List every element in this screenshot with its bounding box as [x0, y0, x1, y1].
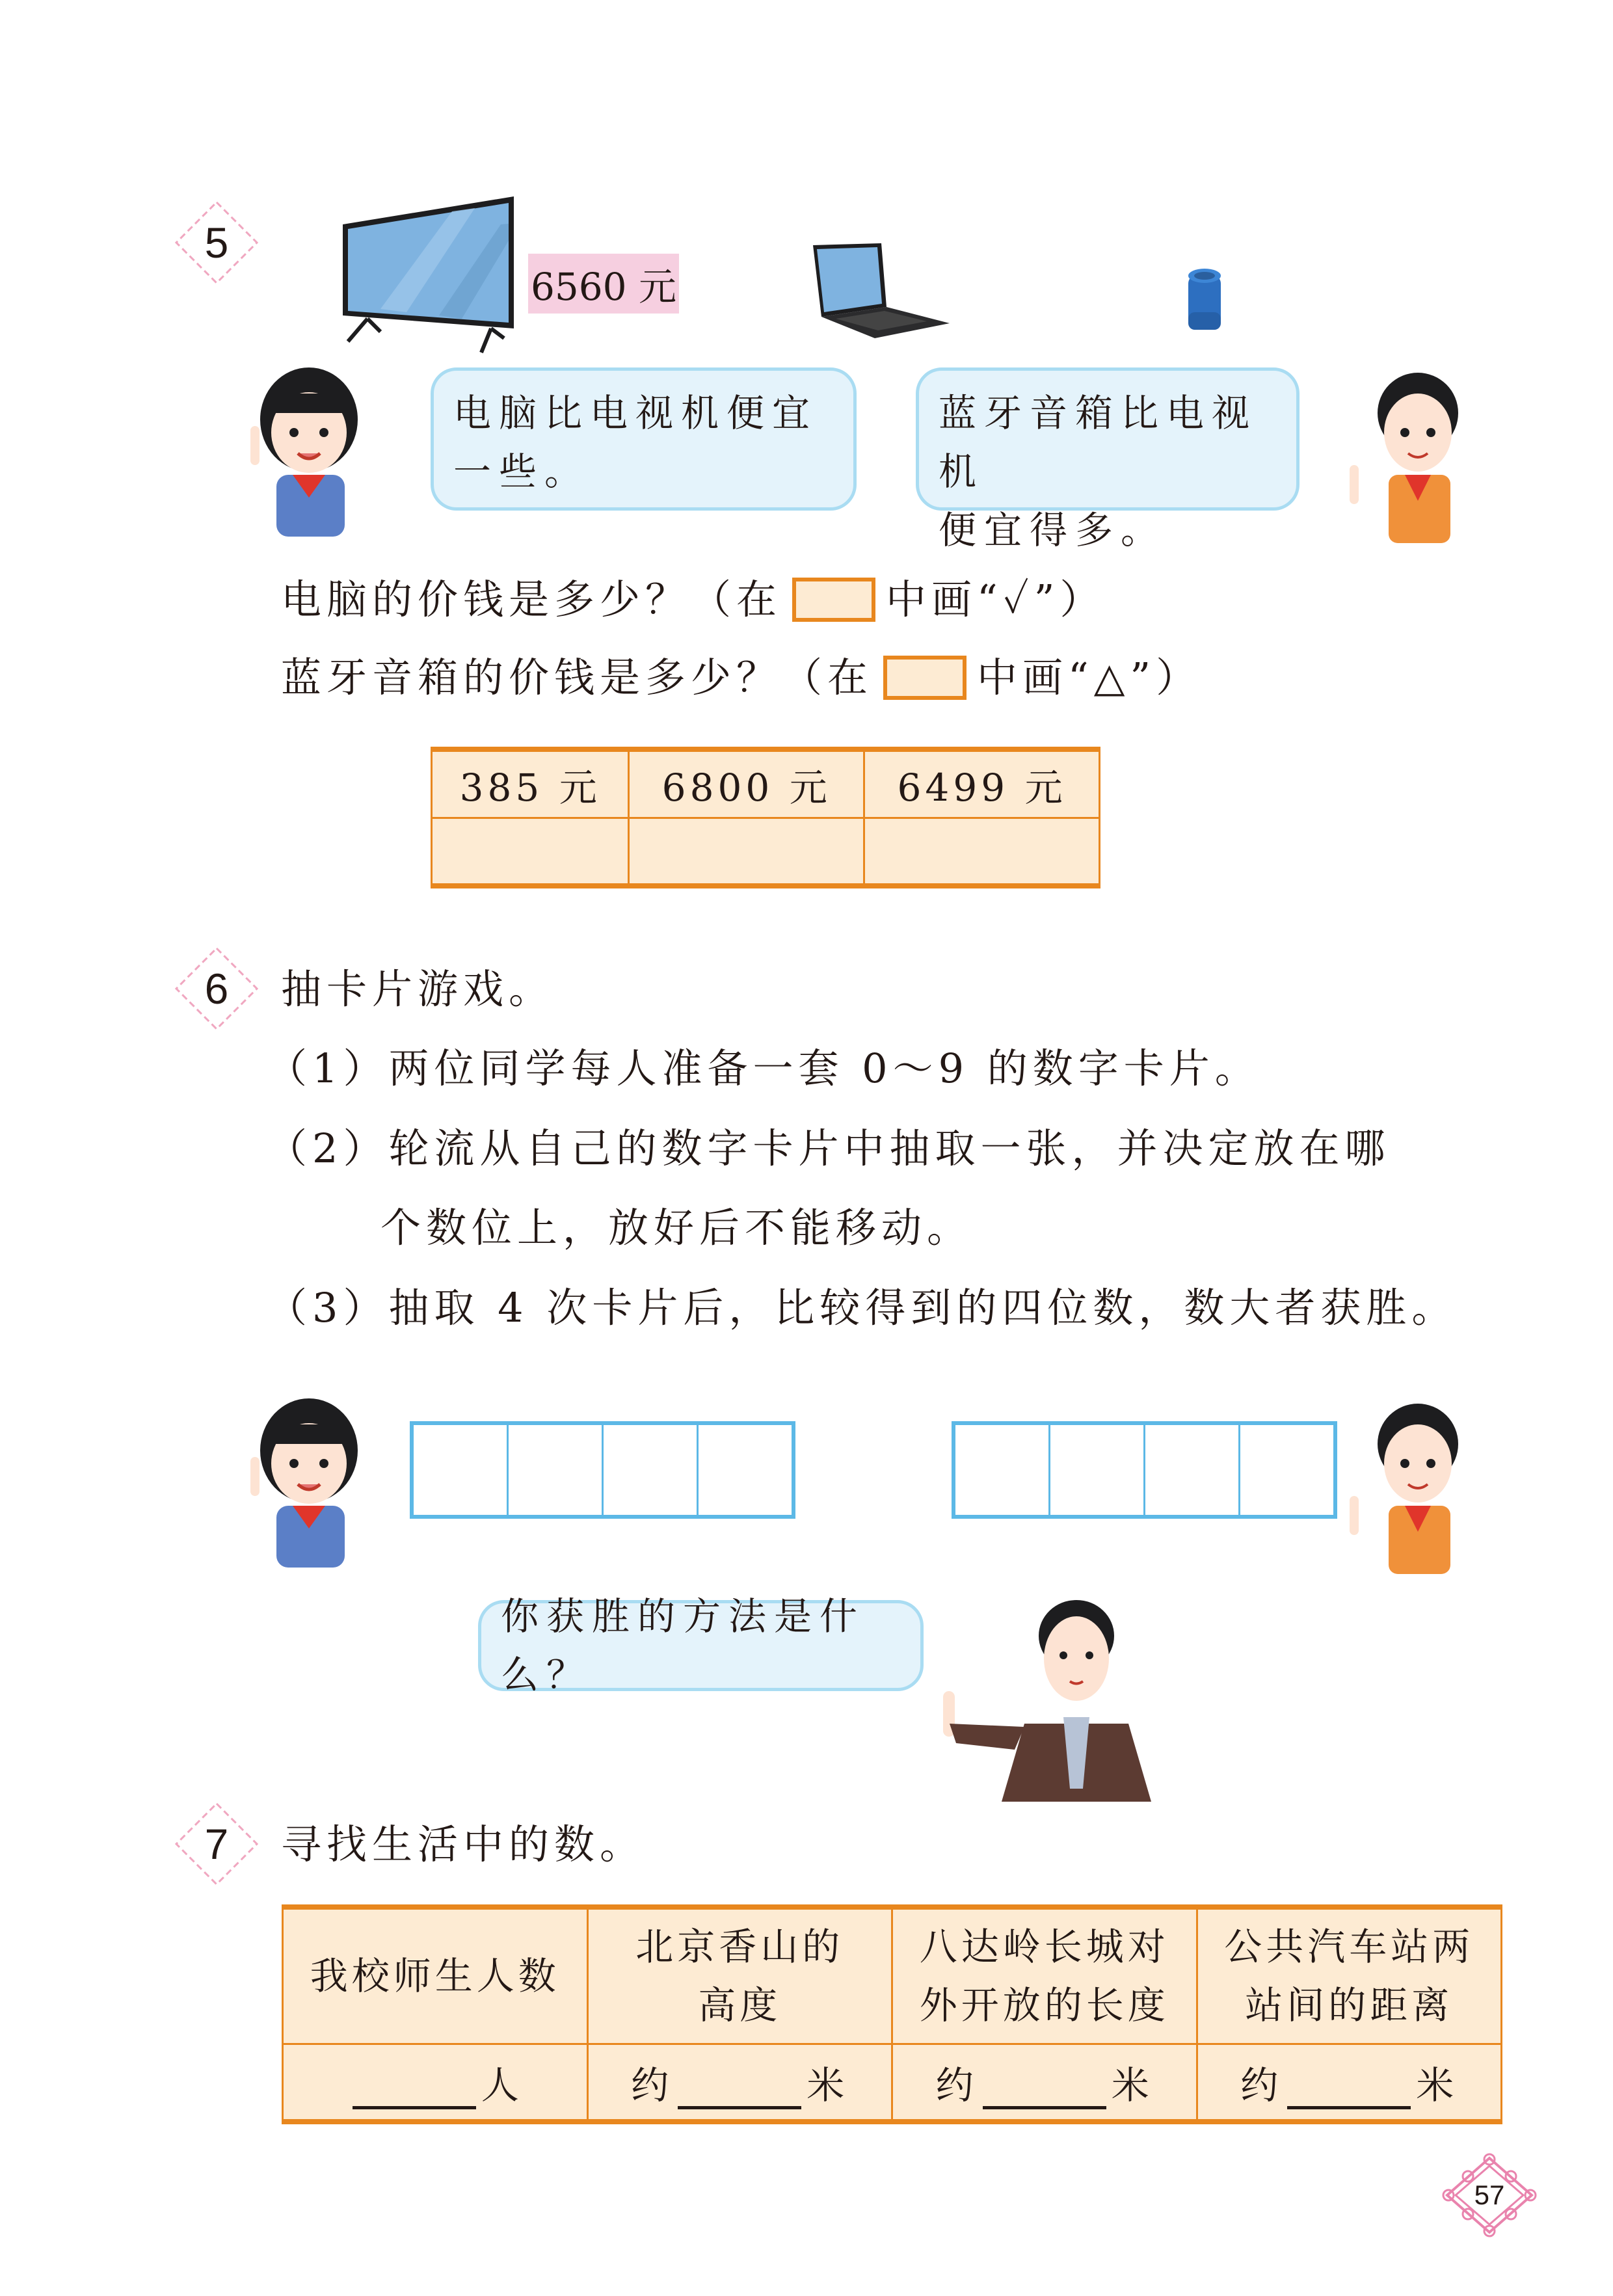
header-xiangshan-height: 北京香山的 高度 [587, 1907, 892, 2044]
girl-four-digit-boxes [410, 1421, 795, 1519]
answer-badaling-length: 约 米 [892, 2044, 1197, 2122]
tv-price-tag [528, 254, 679, 314]
answer-cell-2[interactable] [629, 818, 864, 886]
girl-speech-bubble [431, 367, 857, 511]
price-option-6800: 6800 元 [629, 749, 864, 818]
bluetooth-speaker-icon [1185, 267, 1224, 341]
fill-in-blank[interactable] [678, 2074, 801, 2109]
teacher-illustration [937, 1594, 1158, 1804]
step-text: 轮流从自己的数字卡片中抽取一张，并决定放在哪 [388, 1125, 1391, 1172]
teacher-speech-bubble [478, 1594, 924, 1697]
answer-xiangshan-height: 约 米 [587, 2044, 892, 2122]
boy-student-illustration [1343, 1398, 1480, 1577]
answer-bus-stop-distance: 约 米 [1197, 2044, 1502, 2122]
boy-four-digit-boxes [952, 1421, 1337, 1519]
triangle-sample-box [883, 656, 966, 700]
boy-student-illustration [1343, 367, 1480, 546]
problem-7-marker [174, 1802, 259, 1886]
step-2-continuation: 个数位上，放好后不能移动。 [380, 1204, 973, 1251]
tv-price: 6560 元 [530, 265, 677, 309]
step-text: 抽取 4 次卡片后，比较得到的四位数，数大者获胜。 [388, 1284, 1458, 1331]
answer-cell-3[interactable] [864, 818, 1100, 886]
fill-in-blank[interactable] [353, 2074, 476, 2109]
problem-6-title: 抽卡片游戏。 [281, 965, 555, 1013]
page-number: 57 [1474, 2180, 1505, 2210]
price-option-385: 385 元 [432, 749, 629, 818]
digit-slot-ones[interactable] [699, 1425, 792, 1515]
price-option-6499: 6499 元 [864, 749, 1100, 818]
price-options-table [431, 747, 1100, 888]
digit-slot-tens[interactable] [1145, 1425, 1240, 1515]
digit-slot-thousands[interactable] [955, 1425, 1050, 1515]
boy-speech-line-1: 蓝牙音箱比电视机 [939, 391, 1258, 494]
answer-school-population: 人 [283, 2044, 588, 2122]
tv-icon [341, 195, 524, 357]
answer-cell-1[interactable] [432, 818, 629, 886]
digit-slot-tens[interactable] [604, 1425, 699, 1515]
life-numbers-table [282, 1904, 1502, 2124]
step-text: 两位同学每人准备一套 0～9 的数字卡片。 [388, 1045, 1260, 1092]
problem-5-marker [174, 200, 259, 285]
girl-speech-line-1: 电脑比电视机便宜 [453, 391, 818, 435]
step-label: （1） [267, 1045, 389, 1092]
fill-in-blank[interactable] [983, 2074, 1106, 2109]
girl-student-illustration [241, 367, 397, 539]
page-number-badge [1441, 2153, 1538, 2237]
girl-student-illustration [241, 1398, 397, 1570]
teacher-question: 你获胜的方法是什么？ [501, 1594, 866, 1697]
step-label: （3） [267, 1284, 389, 1331]
digit-slot-thousands[interactable] [414, 1425, 509, 1515]
problem-number: 5 [204, 219, 229, 267]
question-speaker-price: 蓝牙音箱的价钱是多少？（在 中画“△”） [281, 654, 1202, 701]
question-computer-price: 电脑的价钱是多少？（在 中画“✓”） [281, 576, 1106, 623]
step-2 [267, 1125, 1391, 1172]
problem-7-title: 寻找生活中的数。 [281, 1821, 646, 1868]
digit-slot-hundreds[interactable] [509, 1425, 604, 1515]
problem-number: 6 [204, 965, 229, 1013]
header-bus-stop-distance: 公共汽车站两 站间的距离 [1197, 1907, 1502, 2044]
boy-speech-line-2: 便宜得多。 [939, 508, 1167, 552]
header-school-population: 我校师生人数 [283, 1907, 588, 2044]
fill-in-blank[interactable] [1287, 2074, 1411, 2109]
digit-slot-hundreds[interactable] [1050, 1425, 1145, 1515]
girl-speech-line-2: 一些。 [453, 449, 591, 494]
step-label: （2） [267, 1125, 389, 1172]
problem-6-marker [174, 946, 259, 1031]
problem-number: 7 [204, 1820, 229, 1868]
digit-slot-ones[interactable] [1240, 1425, 1333, 1515]
step-3 [267, 1284, 1458, 1331]
laptop-icon [810, 242, 956, 342]
boy-speech-bubble [916, 367, 1300, 552]
checkmark-sample-box [792, 578, 875, 622]
header-badaling-length: 八达岭长城对 外开放的长度 [892, 1907, 1197, 2044]
step-1 [267, 1045, 1260, 1092]
